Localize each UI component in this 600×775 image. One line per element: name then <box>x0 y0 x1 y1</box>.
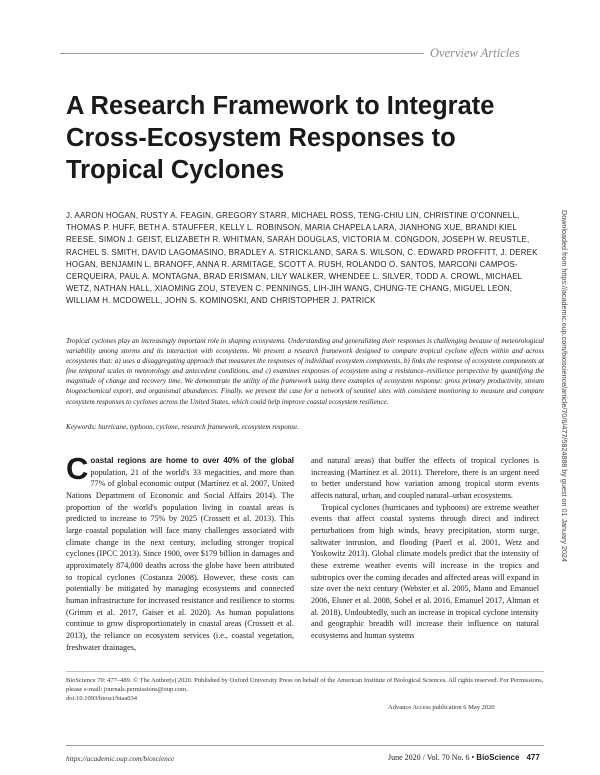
footnote-rule <box>66 671 544 672</box>
issue-info: June 2020 / Vol. 70 No. 6 • <box>388 753 475 762</box>
copyright-text: BioScience 70: 477–489. © The Author(s) 2020. Published by Oxford University Press on behalf of the American Institute of Biological Sciences. All rights reserved. For Permissions, please e-mail: journals.permissions@oup.com. <box>66 677 544 694</box>
body-paragraph <box>66 451 294 653</box>
body-paragraph: Tropical cyclones (hurricanes and typhoons) are extreme weather events that affect coastal systems through direct and indirect perturbations from high winds, heavy precipitation, storm surge, saltwater intrusion, and flooding (Paerl et al. 2001, Wetz and Yoskowitz 2013). Global climate models predict that the intensity of these extreme weather events will increase in the tropics and subtropics over the coming decades and affected areas will expand in size over the next century (Webster et al. 2005, Mann and Emanuel 2006, Elsner et al. 2008, Sobel et al. 2016, Emanuel 2017, Altman et al. 2018). Undoubtedly, such an increase in tropical cyclone intensity and geographic breadth will increase their influence on natural ecosystems and human systems <box>311 502 539 640</box>
copyright-footnote <box>66 676 544 704</box>
author-list: J. AARON HOGAN, RUSTY A. FEAGIN, GREGORY STARR, MICHAEL ROSS, TENG-CHIU LIN, CHRISTINE O'CONNELL, THOMAS P. HUFF, BETH A. STAUFFER, KELLY L. ROBINSON, MARIA CHAPELA LARA, JIANHONG XUE, BRANDI KIEL REESE, SIMON J. GEIST, ELIZABETH R. WHITMAN, SARAH DOUGLAS, VICTORIA M. CONGDON, JOSEPH W. REUSTLE, RACHEL S. SMITH, DAVID LAGOMASINO, BRADLEY A. STRICKLAND, SARA S. WILSON, C. EDWARD PROFFITT, J. DEREK HOGAN, BENJAMIN L. BRANOFF, ANNA R. ARMITAGE, SCOTT A. RUSH, ROLANDO O. SANTOS, MARCONI CAMPOS-CERQUEIRA, PAUL A. MONTAGNA, BRAD ERISMAN, LILY WALKER, WHENDEE L. SILVER, TODD A. CROWL, MICHAEL WETZ, NATHAN HALL, XIAOMING ZOU, STEVEN C. PENNINGS, LIH-JIH WANG, CHUNG-TE CHANG, MIGUEL LEON, WILLIAM H. MCDOWELL, JOHN S. KOMINOSKI, AND CHRISTOPHER J. PATRICK <box>66 211 538 306</box>
abstract: Tropical cyclones play an increasingly important role in shaping ecosystems. Understanding and generalizing their responses is challenging because of meteorological variability among storms and its interaction with ecosystems. We present a research framework designed to compare tropical cyclone effects within and across ecosystems that: a) uses a disaggregating approach that measures the responses of individual ecosystem components, b) links the response of ecosystem components at fine temporal scales to meteorology and antecedent conditions, and c) examines responses of ecosystem using a resistance–resilience perspective by quantifying the magnitude of change and recovery time. We demonstrate the utility of the framework using three examples of ecosystem response: gross primary productivity, stream biogeochemical export, and organismal abundances. Finally, we present the case for a network of sentinel sites with consistent monitoring to measure and compare ecosystem responses to cyclones across the United States, which could help improve coastal ecosystem resilience. <box>66 337 544 406</box>
keywords: Keywords: hurricane, typhoon, cyclone, research framework, ecosystem response. <box>66 423 299 431</box>
header-rule <box>60 53 424 54</box>
drop-cap: C <box>66 451 89 486</box>
article-title: A Research Framework to Integrate Cross-Ecosystem Responses to Tropical Cyclones <box>66 92 495 184</box>
body-column-right <box>311 455 539 642</box>
folio <box>388 753 540 762</box>
download-notice: Downloaded from https://academic.oup.com/bioscience/article/70/6/477/5824888 by guest on 01 January 2024 <box>560 210 569 563</box>
body-paragraph: and natural areas) that buffer the effects of tropical cyclones is increasing (Martínez et al. 2011). Therefore, there is an urgent need to better understand how variation among tropical storm events affects natural, urban, and coupled natural–urban ecosystems. <box>311 456 539 500</box>
section-label: Overview Articles <box>430 46 520 60</box>
footer-rule <box>66 745 544 746</box>
journal-name: BioScience <box>476 753 520 762</box>
body-column-left <box>66 451 294 653</box>
journal-url-link[interactable]: https://academic.oup.com/bioscience <box>66 754 175 763</box>
paragraph-text: population, 21 of the world's 33 megacities, and more than 77% of global economic output (Martínez et al. 2007, United Nations Department of Economic and Social Affairs 2014). The proportion of the world's population living in coastal areas is predicted to increase to 75% by 2025 (Crossett et al. 2013). This large coastal population will face many challenges associated with climate change in the next century, including stronger tropical cyclones (IPCC 2013). Since 1900, over $179 billion in damages and approximately 874,000 deaths across the globe have been attributed to tropical cyclones (Costanza 2008). However, these costs can potentially be mitigated by managing ecosystems and connected human infrastructure for increased resistance and resilience to storms (Grimm et al. 2017, Gaiser et al. 2020). As human populations continue to grow disproportionately in coastal areas (Crossett et al. 2013), the reliance on ecosystem services (i.e., coastal vegetation, freshwater drainages, <box>66 467 294 652</box>
advance-access-date: Advance Access publication 6 May 2020 <box>388 704 495 711</box>
lead-in-text: oastal regions are home to over 40% of the global <box>90 456 294 465</box>
doi-text: doi:10.1093/biosci/biaa034 <box>66 695 137 703</box>
page-number: 477 <box>526 753 540 762</box>
